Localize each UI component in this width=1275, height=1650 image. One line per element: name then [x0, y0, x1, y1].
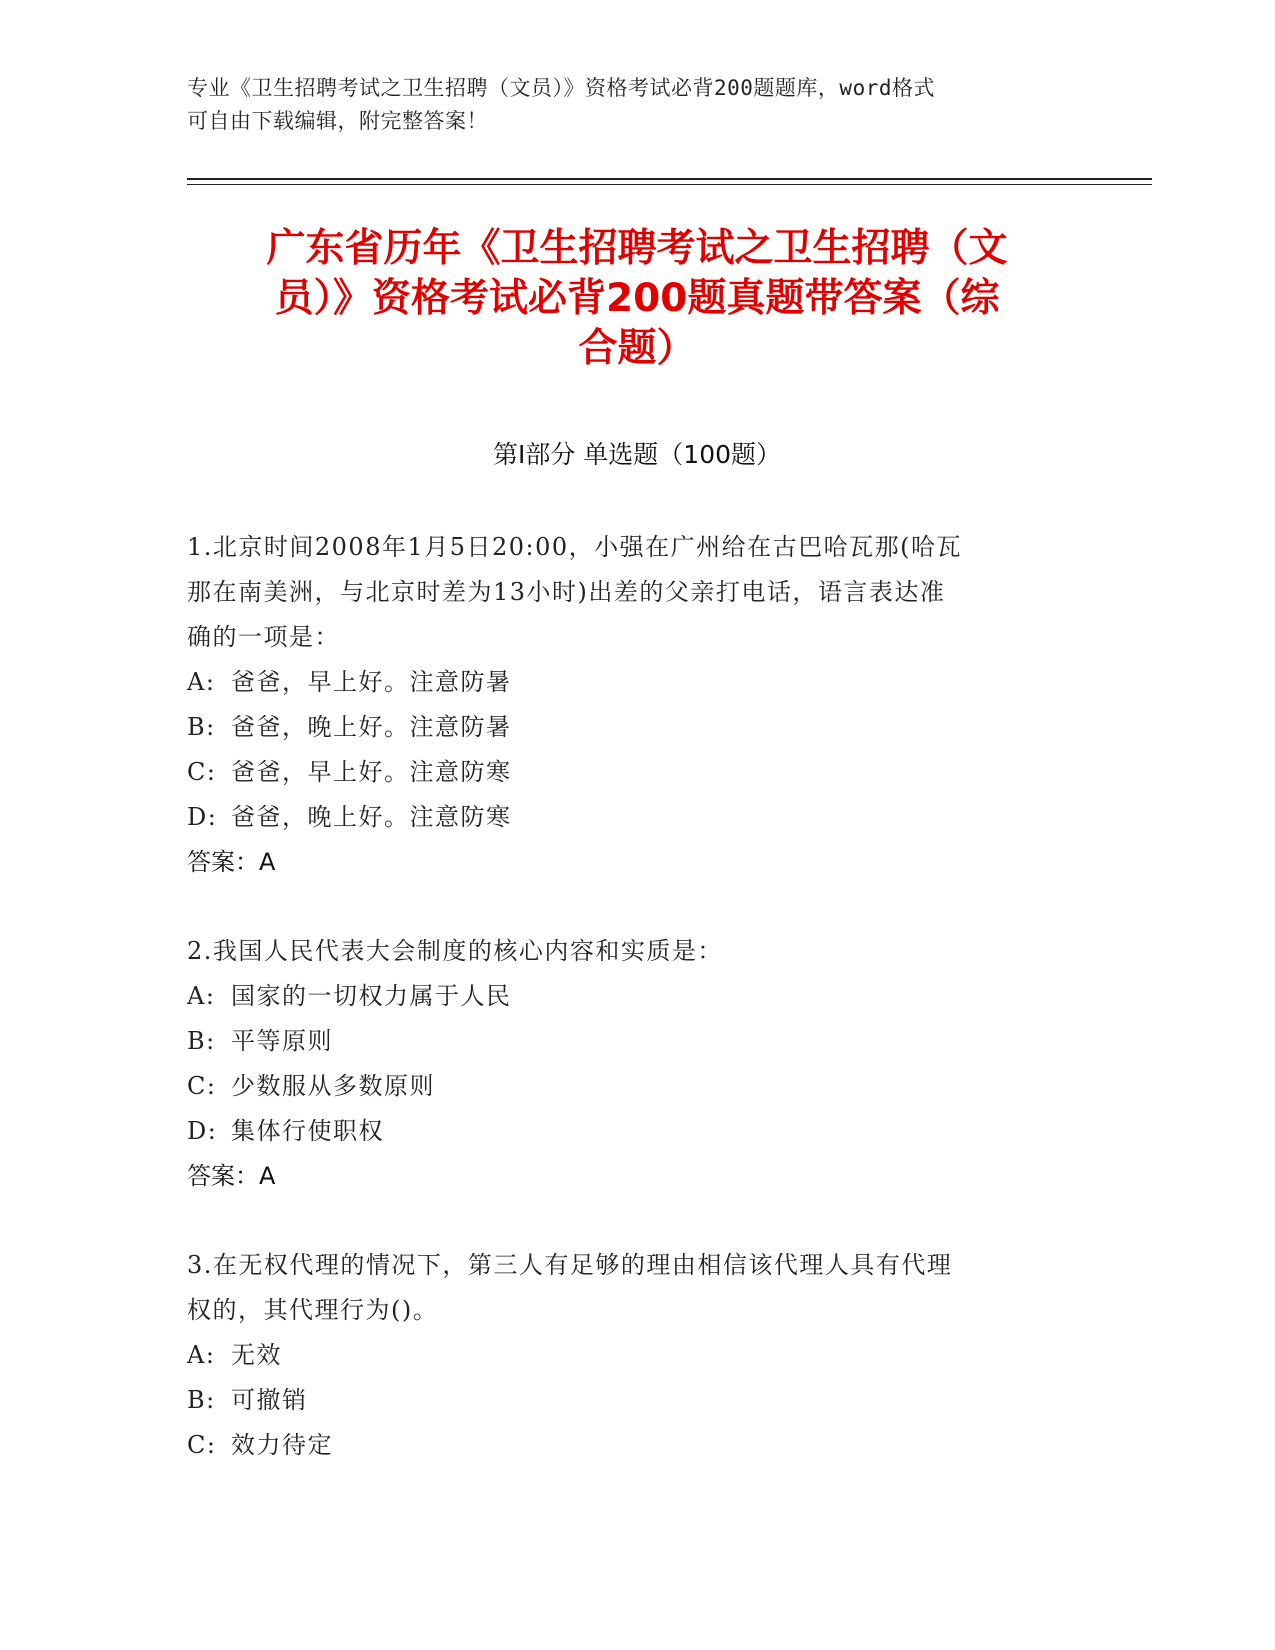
question-list [187, 525, 1087, 1512]
option-key: C: [187, 1072, 217, 1100]
question-option [187, 705, 1087, 750]
option-text: 可撤销 [231, 1386, 308, 1414]
question-stem: 那在南美洲，与北京时差为13小时)出差的父亲打电话，语言表达准 [187, 578, 946, 606]
option-key: D: [187, 1117, 218, 1145]
option-text: 集体行使职权 [231, 1117, 384, 1145]
question-option [187, 1378, 1087, 1423]
option-key: D: [187, 803, 218, 831]
option-key: B: [187, 1027, 216, 1055]
option-text: 平等原则 [231, 1027, 333, 1055]
option-key: B: [187, 1386, 216, 1414]
header-note-line: 专业《卫生招聘考试之卫生招聘（文员）》资格考试必背200题题库，word格式 [187, 76, 935, 100]
option-text: 少数服从多数原则 [231, 1072, 435, 1100]
option-text: 无效 [231, 1341, 282, 1369]
question-item [187, 525, 1087, 885]
document-title-line: 广东省历年《卫生招聘考试之卫生招聘（文 [266, 226, 1008, 271]
question-stem: 2.我国人民代表大会制度的核心内容和实质是： [187, 937, 723, 965]
question-option [187, 1109, 1087, 1154]
question-item [187, 929, 1087, 1199]
question-option [187, 1423, 1087, 1468]
option-key: B: [187, 713, 216, 741]
document-title-line: 合题） [578, 326, 696, 371]
question-option [187, 974, 1087, 1019]
header-note-line: 可自由下载编辑，附完整答案！ [187, 109, 488, 133]
header-divider-thin [187, 184, 1152, 185]
question-option [187, 795, 1087, 840]
option-key: C: [187, 1431, 217, 1459]
option-key: A: [187, 982, 216, 1010]
document-title-line: 员）》资格考试必背200题真题带答案（综 [274, 276, 1000, 321]
question-option [187, 1333, 1087, 1378]
option-text: 爸爸，早上好。注意防寒 [231, 758, 512, 786]
option-text: 效力待定 [231, 1431, 333, 1459]
option-text: 爸爸，早上好。注意防暑 [231, 668, 512, 696]
section-title: 第Ⅰ部分 单选题（100题） [492, 440, 782, 469]
option-text: 国家的一切权力属于人民 [231, 982, 512, 1010]
question-stem: 3.在无权代理的情况下，第三人有足够的理由相信该代理人具有代理 [187, 1251, 953, 1279]
header-divider [187, 178, 1152, 180]
question-stem: 确的一项是： [187, 623, 340, 651]
option-key: A: [187, 668, 216, 696]
question-option [187, 750, 1087, 795]
option-text: 爸爸，晚上好。注意防暑 [231, 713, 512, 741]
question-option [187, 1064, 1087, 1109]
question-answer: 答案：A [187, 1162, 276, 1190]
option-text: 爸爸，晚上好。注意防寒 [231, 803, 512, 831]
question-item [187, 1243, 1087, 1468]
question-stem: 权的，其代理行为()。 [187, 1296, 439, 1324]
question-answer: 答案：A [187, 848, 276, 876]
option-key: C: [187, 758, 217, 786]
question-stem: 1.北京时间2008年1月5日20:00，小强在广州给在古巴哈瓦那(哈瓦 [187, 533, 963, 561]
question-option [187, 660, 1087, 705]
option-key: A: [187, 1341, 216, 1369]
document-title [187, 224, 1087, 374]
header-note [187, 72, 1087, 138]
question-option [187, 1019, 1087, 1064]
